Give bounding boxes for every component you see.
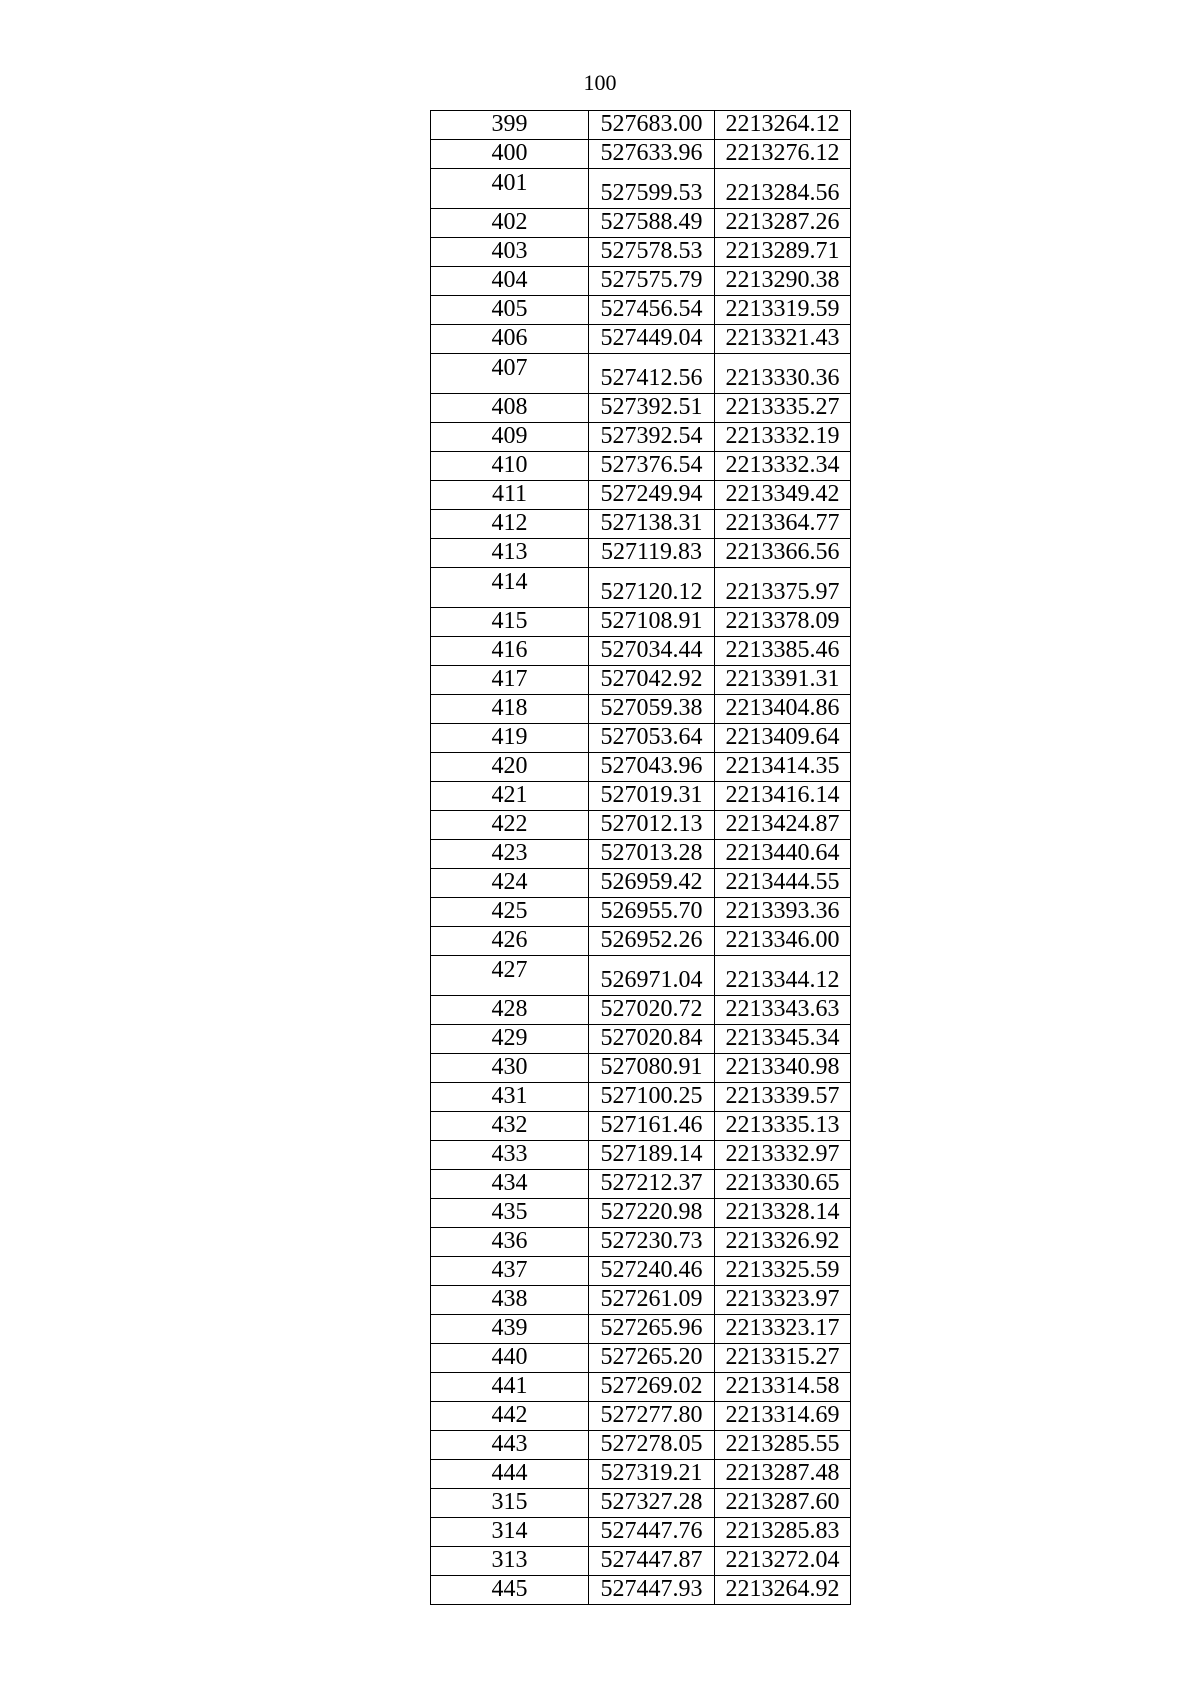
table-row bbox=[431, 1141, 851, 1170]
table-row bbox=[431, 209, 851, 238]
x-coordinate-cell: 527575.79 bbox=[589, 267, 715, 296]
table-row bbox=[431, 510, 851, 539]
table-row bbox=[431, 296, 851, 325]
point-number-cell: 412 bbox=[431, 510, 589, 539]
x-coordinate-cell: 527042.92 bbox=[589, 666, 715, 695]
x-coordinate-cell: 527261.09 bbox=[589, 1286, 715, 1315]
y-coordinate-cell: 2213289.71 bbox=[715, 238, 851, 267]
y-coordinate-cell: 2213332.97 bbox=[715, 1141, 851, 1170]
table-row bbox=[431, 423, 851, 452]
point-number-cell: 443 bbox=[431, 1431, 589, 1460]
point-number-cell: 432 bbox=[431, 1112, 589, 1141]
y-coordinate-cell: 2213272.04 bbox=[715, 1547, 851, 1576]
point-number-cell: 438 bbox=[431, 1286, 589, 1315]
x-coordinate-cell: 527265.20 bbox=[589, 1344, 715, 1373]
table-row bbox=[431, 1402, 851, 1431]
x-coordinate-cell: 527447.87 bbox=[589, 1547, 715, 1576]
point-number-cell: 445 bbox=[431, 1576, 589, 1605]
point-number-cell: 427 bbox=[431, 956, 589, 996]
y-coordinate-cell: 2213264.12 bbox=[715, 111, 851, 140]
x-coordinate-cell: 527327.28 bbox=[589, 1489, 715, 1518]
x-coordinate-cell: 527220.98 bbox=[589, 1199, 715, 1228]
point-number-cell: 431 bbox=[431, 1083, 589, 1112]
point-number-cell: 315 bbox=[431, 1489, 589, 1518]
y-coordinate-cell: 2213404.86 bbox=[715, 695, 851, 724]
table-row bbox=[431, 111, 851, 140]
y-coordinate-cell: 2213416.14 bbox=[715, 782, 851, 811]
x-coordinate-cell: 527277.80 bbox=[589, 1402, 715, 1431]
y-coordinate-cell: 2213375.97 bbox=[715, 568, 851, 608]
table-row bbox=[431, 1257, 851, 1286]
table-row bbox=[431, 1431, 851, 1460]
table-row bbox=[431, 169, 851, 209]
y-coordinate-cell: 2213332.19 bbox=[715, 423, 851, 452]
x-coordinate-cell: 527633.96 bbox=[589, 140, 715, 169]
y-coordinate-cell: 2213287.48 bbox=[715, 1460, 851, 1489]
point-number-cell: 415 bbox=[431, 608, 589, 637]
x-coordinate-cell: 527012.13 bbox=[589, 811, 715, 840]
x-coordinate-cell: 527019.31 bbox=[589, 782, 715, 811]
table-row bbox=[431, 753, 851, 782]
table-row bbox=[431, 481, 851, 510]
table-row bbox=[431, 637, 851, 666]
x-coordinate-cell: 527392.54 bbox=[589, 423, 715, 452]
x-coordinate-cell: 527269.02 bbox=[589, 1373, 715, 1402]
y-coordinate-cell: 2213323.17 bbox=[715, 1315, 851, 1344]
table-row bbox=[431, 1112, 851, 1141]
x-coordinate-cell: 527447.76 bbox=[589, 1518, 715, 1547]
table-row bbox=[431, 695, 851, 724]
table-row bbox=[431, 1547, 851, 1576]
point-number-cell: 418 bbox=[431, 695, 589, 724]
point-number-cell: 413 bbox=[431, 539, 589, 568]
table-row bbox=[431, 1199, 851, 1228]
y-coordinate-cell: 2213276.12 bbox=[715, 140, 851, 169]
x-coordinate-cell: 527059.38 bbox=[589, 695, 715, 724]
y-coordinate-cell: 2213314.58 bbox=[715, 1373, 851, 1402]
x-coordinate-cell: 527080.91 bbox=[589, 1054, 715, 1083]
x-coordinate-cell: 527189.14 bbox=[589, 1141, 715, 1170]
x-coordinate-cell: 527447.93 bbox=[589, 1576, 715, 1605]
x-coordinate-cell: 527020.84 bbox=[589, 1025, 715, 1054]
x-coordinate-cell: 527108.91 bbox=[589, 608, 715, 637]
x-coordinate-cell: 527456.54 bbox=[589, 296, 715, 325]
table-row bbox=[431, 1373, 851, 1402]
x-coordinate-cell: 527119.83 bbox=[589, 539, 715, 568]
point-number-cell: 405 bbox=[431, 296, 589, 325]
x-coordinate-cell: 527599.53 bbox=[589, 169, 715, 209]
table-row bbox=[431, 724, 851, 753]
y-coordinate-cell: 2213323.97 bbox=[715, 1286, 851, 1315]
y-coordinate-cell: 2213319.59 bbox=[715, 296, 851, 325]
point-number-cell: 399 bbox=[431, 111, 589, 140]
y-coordinate-cell: 2213364.77 bbox=[715, 510, 851, 539]
point-number-cell: 444 bbox=[431, 1460, 589, 1489]
point-number-cell: 442 bbox=[431, 1402, 589, 1431]
y-coordinate-cell: 2213285.83 bbox=[715, 1518, 851, 1547]
table-row bbox=[431, 1518, 851, 1547]
x-coordinate-cell: 527138.31 bbox=[589, 510, 715, 539]
point-number-cell: 430 bbox=[431, 1054, 589, 1083]
point-number-cell: 401 bbox=[431, 169, 589, 209]
y-coordinate-cell: 2213326.92 bbox=[715, 1228, 851, 1257]
point-number-cell: 420 bbox=[431, 753, 589, 782]
y-coordinate-cell: 2213345.34 bbox=[715, 1025, 851, 1054]
x-coordinate-cell: 526971.04 bbox=[589, 956, 715, 996]
table-row bbox=[431, 996, 851, 1025]
x-coordinate-cell: 527449.04 bbox=[589, 325, 715, 354]
table-row bbox=[431, 267, 851, 296]
table-row bbox=[431, 1576, 851, 1605]
y-coordinate-cell: 2213440.64 bbox=[715, 840, 851, 869]
point-number-cell: 409 bbox=[431, 423, 589, 452]
table-row bbox=[431, 354, 851, 394]
point-number-cell: 424 bbox=[431, 869, 589, 898]
y-coordinate-cell: 2213321.43 bbox=[715, 325, 851, 354]
x-coordinate-cell: 527249.94 bbox=[589, 481, 715, 510]
table-row bbox=[431, 956, 851, 996]
y-coordinate-cell: 2213290.38 bbox=[715, 267, 851, 296]
point-number-cell: 404 bbox=[431, 267, 589, 296]
x-coordinate-cell: 527161.46 bbox=[589, 1112, 715, 1141]
y-coordinate-cell: 2213315.27 bbox=[715, 1344, 851, 1373]
y-coordinate-cell: 2213366.56 bbox=[715, 539, 851, 568]
x-coordinate-cell: 527120.12 bbox=[589, 568, 715, 608]
y-coordinate-cell: 2213328.14 bbox=[715, 1199, 851, 1228]
table-row bbox=[431, 1025, 851, 1054]
x-coordinate-cell: 527230.73 bbox=[589, 1228, 715, 1257]
point-number-cell: 434 bbox=[431, 1170, 589, 1199]
x-coordinate-cell: 527034.44 bbox=[589, 637, 715, 666]
point-number-cell: 422 bbox=[431, 811, 589, 840]
y-coordinate-cell: 2213391.31 bbox=[715, 666, 851, 695]
point-number-cell: 441 bbox=[431, 1373, 589, 1402]
y-coordinate-cell: 2213424.87 bbox=[715, 811, 851, 840]
y-coordinate-cell: 2213344.12 bbox=[715, 956, 851, 996]
point-number-cell: 421 bbox=[431, 782, 589, 811]
table-row bbox=[431, 238, 851, 267]
point-number-cell: 416 bbox=[431, 637, 589, 666]
point-number-cell: 313 bbox=[431, 1547, 589, 1576]
x-coordinate-cell: 527043.96 bbox=[589, 753, 715, 782]
y-coordinate-cell: 2213349.42 bbox=[715, 481, 851, 510]
y-coordinate-cell: 2213330.36 bbox=[715, 354, 851, 394]
y-coordinate-cell: 2213414.35 bbox=[715, 753, 851, 782]
point-number-cell: 428 bbox=[431, 996, 589, 1025]
point-number-cell: 440 bbox=[431, 1344, 589, 1373]
point-number-cell: 433 bbox=[431, 1141, 589, 1170]
x-coordinate-cell: 527376.54 bbox=[589, 452, 715, 481]
y-coordinate-cell: 2213385.46 bbox=[715, 637, 851, 666]
table-row bbox=[431, 325, 851, 354]
point-number-cell: 423 bbox=[431, 840, 589, 869]
y-coordinate-cell: 2213314.69 bbox=[715, 1402, 851, 1431]
point-number-cell: 411 bbox=[431, 481, 589, 510]
table-row bbox=[431, 539, 851, 568]
y-coordinate-cell: 2213340.98 bbox=[715, 1054, 851, 1083]
point-number-cell: 402 bbox=[431, 209, 589, 238]
y-coordinate-cell: 2213330.65 bbox=[715, 1170, 851, 1199]
table-row bbox=[431, 1170, 851, 1199]
x-coordinate-cell: 527412.56 bbox=[589, 354, 715, 394]
table-row bbox=[431, 1344, 851, 1373]
x-coordinate-cell: 526955.70 bbox=[589, 898, 715, 927]
x-coordinate-cell: 527212.37 bbox=[589, 1170, 715, 1199]
x-coordinate-cell: 526952.26 bbox=[589, 927, 715, 956]
x-coordinate-cell: 527013.28 bbox=[589, 840, 715, 869]
y-coordinate-cell: 2213409.64 bbox=[715, 724, 851, 753]
table-row bbox=[431, 1489, 851, 1518]
point-number-cell: 406 bbox=[431, 325, 589, 354]
point-number-cell: 436 bbox=[431, 1228, 589, 1257]
table-row bbox=[431, 869, 851, 898]
point-number-cell: 437 bbox=[431, 1257, 589, 1286]
table-row bbox=[431, 568, 851, 608]
y-coordinate-cell: 2213284.56 bbox=[715, 169, 851, 209]
y-coordinate-cell: 2213393.36 bbox=[715, 898, 851, 927]
x-coordinate-cell: 526959.42 bbox=[589, 869, 715, 898]
x-coordinate-cell: 527053.64 bbox=[589, 724, 715, 753]
y-coordinate-cell: 2213287.60 bbox=[715, 1489, 851, 1518]
point-number-cell: 426 bbox=[431, 927, 589, 956]
point-number-cell: 400 bbox=[431, 140, 589, 169]
point-number-cell: 314 bbox=[431, 1518, 589, 1547]
x-coordinate-cell: 527578.53 bbox=[589, 238, 715, 267]
y-coordinate-cell: 2213325.59 bbox=[715, 1257, 851, 1286]
y-coordinate-cell: 2213285.55 bbox=[715, 1431, 851, 1460]
x-coordinate-cell: 527020.72 bbox=[589, 996, 715, 1025]
table-row bbox=[431, 1228, 851, 1257]
point-number-cell: 410 bbox=[431, 452, 589, 481]
x-coordinate-cell: 527588.49 bbox=[589, 209, 715, 238]
table-row bbox=[431, 1054, 851, 1083]
point-number-cell: 407 bbox=[431, 354, 589, 394]
y-coordinate-cell: 2213346.00 bbox=[715, 927, 851, 956]
table-row bbox=[431, 782, 851, 811]
x-coordinate-cell: 527100.25 bbox=[589, 1083, 715, 1112]
table-row bbox=[431, 811, 851, 840]
table-row bbox=[431, 1286, 851, 1315]
point-number-cell: 419 bbox=[431, 724, 589, 753]
y-coordinate-cell: 2213335.13 bbox=[715, 1112, 851, 1141]
x-coordinate-cell: 527392.51 bbox=[589, 394, 715, 423]
y-coordinate-cell: 2213335.27 bbox=[715, 394, 851, 423]
y-coordinate-cell: 2213378.09 bbox=[715, 608, 851, 637]
point-number-cell: 439 bbox=[431, 1315, 589, 1344]
table-row bbox=[431, 394, 851, 423]
point-number-cell: 408 bbox=[431, 394, 589, 423]
x-coordinate-cell: 527278.05 bbox=[589, 1431, 715, 1460]
x-coordinate-cell: 527240.46 bbox=[589, 1257, 715, 1286]
table-row bbox=[431, 1083, 851, 1112]
table-row bbox=[431, 666, 851, 695]
coordinates-table-body bbox=[431, 111, 851, 1605]
table-row bbox=[431, 840, 851, 869]
x-coordinate-cell: 527319.21 bbox=[589, 1460, 715, 1489]
table-row bbox=[431, 927, 851, 956]
x-coordinate-cell: 527265.96 bbox=[589, 1315, 715, 1344]
page-number: 100 bbox=[583, 70, 617, 95]
table-row bbox=[431, 140, 851, 169]
y-coordinate-cell: 2213332.34 bbox=[715, 452, 851, 481]
y-coordinate-cell: 2213287.26 bbox=[715, 209, 851, 238]
point-number-cell: 425 bbox=[431, 898, 589, 927]
y-coordinate-cell: 2213444.55 bbox=[715, 869, 851, 898]
table-row bbox=[431, 1315, 851, 1344]
x-coordinate-cell: 527683.00 bbox=[589, 111, 715, 140]
point-number-cell: 417 bbox=[431, 666, 589, 695]
point-number-cell: 403 bbox=[431, 238, 589, 267]
y-coordinate-cell: 2213339.57 bbox=[715, 1083, 851, 1112]
table-row bbox=[431, 898, 851, 927]
point-number-cell: 435 bbox=[431, 1199, 589, 1228]
point-number-cell: 414 bbox=[431, 568, 589, 608]
y-coordinate-cell: 2213343.63 bbox=[715, 996, 851, 1025]
table-row bbox=[431, 1460, 851, 1489]
point-number-cell: 429 bbox=[431, 1025, 589, 1054]
table-row bbox=[431, 452, 851, 481]
y-coordinate-cell: 2213264.92 bbox=[715, 1576, 851, 1605]
table-row bbox=[431, 608, 851, 637]
coordinates-table bbox=[430, 110, 851, 1605]
